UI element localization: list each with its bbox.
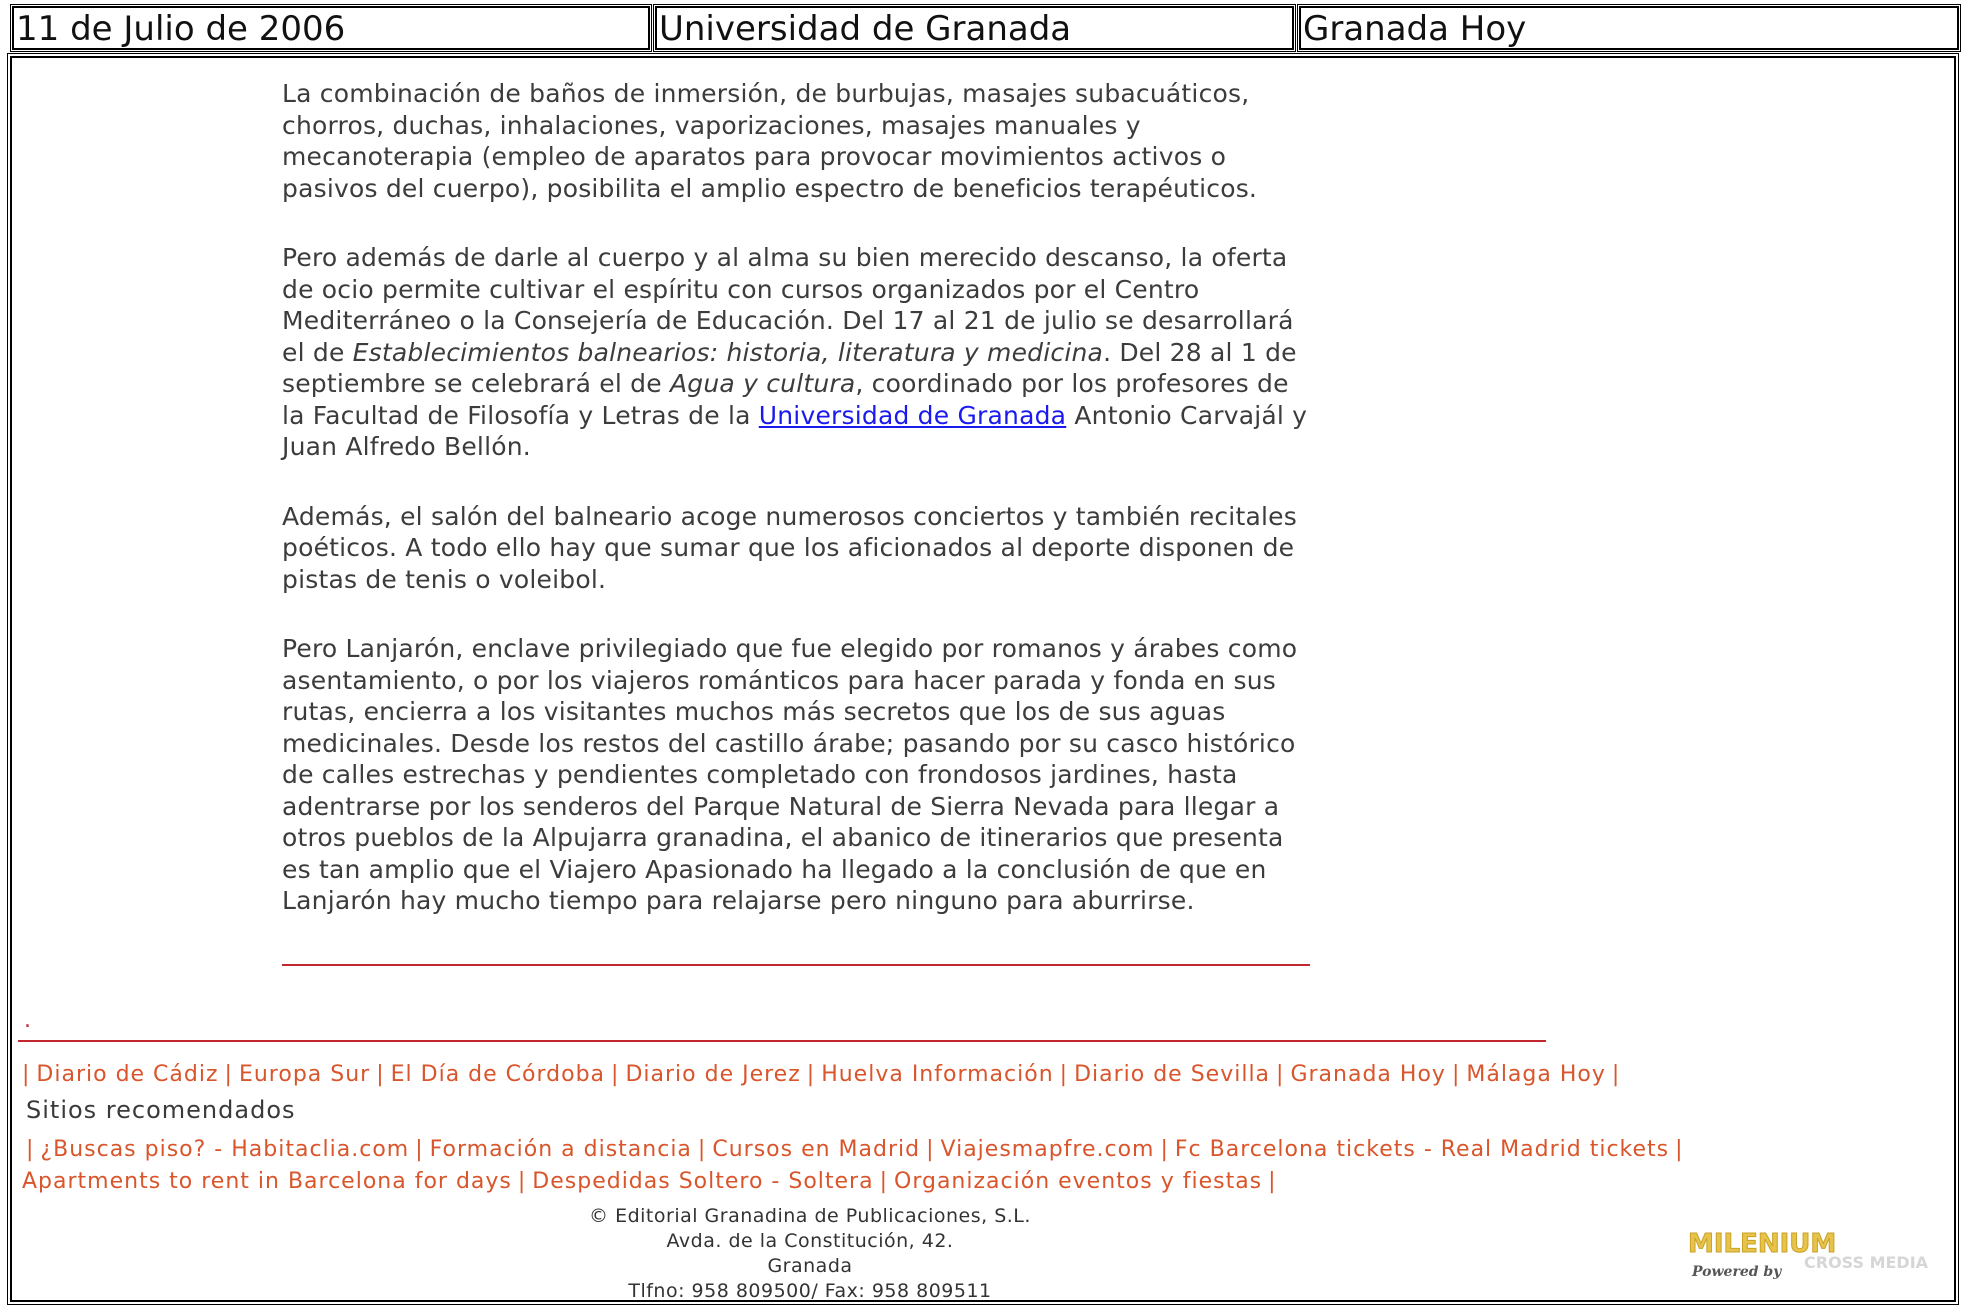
link-huelva-informacion[interactable]: Huelva Información — [821, 1062, 1054, 1087]
separator: | — [1675, 1137, 1684, 1162]
separator: | — [1268, 1169, 1277, 1194]
address-line: Avda. de la Constitución, 42. — [666, 1230, 954, 1252]
article-divider — [282, 964, 1310, 966]
course-title-1: Establecimientos balnearios: historia, literatura y medicina — [352, 337, 1104, 367]
recommended-links-row-2 — [22, 1169, 1283, 1194]
link-apartments-barcelona[interactable]: Apartments to rent in Barcelona for days — [22, 1169, 512, 1194]
header-institution: Universidad de Granada — [655, 6, 1294, 50]
separator: | — [26, 1137, 35, 1162]
link-el-dia-de-cordoba[interactable]: El Día de Córdoba — [390, 1062, 606, 1087]
link-diario-de-sevilla[interactable]: Diario de Sevilla — [1074, 1062, 1271, 1087]
separator: | — [22, 1062, 31, 1087]
header-source: Granada Hoy — [1299, 6, 1959, 50]
article-paragraph-1: La combinación de baños de inmersión, de burbujas, masajes subacuáticos, chorros, duchas, inhalaciones, vaporizaciones, masajes manuales y mecanoterapia (empleo de aparatos para provocar movimientos activos o pasivos del cuerpo), posibilita el amplio espectro de beneficios terapéuticos. — [282, 79, 1258, 203]
separator: | — [1160, 1137, 1169, 1162]
universidad-link[interactable]: Universidad de Granada — [758, 400, 1067, 430]
separator: | — [224, 1062, 233, 1087]
separator: | — [879, 1169, 889, 1194]
link-diario-de-cadiz[interactable]: Diario de Cádiz — [36, 1062, 219, 1087]
link-malaga-hoy[interactable]: Málaga Hoy — [1466, 1062, 1606, 1087]
header-date: 11 de Julio de 2006 — [12, 6, 650, 50]
article-paragraph-3: Además, el salón del balneario acoge numerosos conciertos y también recitales poéticos. A todo ello hay que sumar que los aficionados al deporte disponen de pistas de tenis o voleibol. — [282, 501, 1297, 594]
separator: | — [415, 1137, 424, 1162]
link-fc-barcelona-tickets[interactable]: Fc Barcelona tickets - Real Madrid tickets — [1174, 1137, 1670, 1162]
link-organizacion-eventos[interactable]: Organización eventos y fiestas — [894, 1169, 1263, 1194]
link-europa-sur[interactable]: Europa Sur — [238, 1062, 371, 1087]
separator: | — [806, 1062, 816, 1087]
link-cursos-madrid[interactable]: Cursos en Madrid — [712, 1137, 921, 1162]
recommended-links-row-1 — [22, 1137, 1690, 1162]
phone-line: Tlfno: 958 809500/ Fax: 958 809511 — [628, 1280, 992, 1302]
p2-text-a: Pero además de darle al cuerpo y al alma su bien merecido descanso, la oferta de ocio permite cultivar el espíritu con cursos organizados por el Centro Mediterráneo o la Consejería de Educación. Del 17 al 21 de julio se desarrollará el de — [282, 243, 1294, 367]
copyright-block — [560, 1204, 1060, 1304]
article-paragraph-2 — [282, 242, 1312, 463]
newspapers-links — [22, 1062, 1626, 1087]
separator: | — [1611, 1062, 1621, 1087]
link-formacion-distancia[interactable]: Formación a distancia — [429, 1137, 692, 1162]
link-habitaclia[interactable]: ¿Buscas piso? - Habitaclia.com — [40, 1137, 410, 1162]
p2-text-f: Antonio Carvajál y Juan Alfredo Bellón. — [282, 400, 1308, 461]
separator: | — [1059, 1062, 1069, 1087]
copyright-line: © Editorial Granadina de Publicaciones, S.L. — [589, 1205, 1031, 1227]
p2-text-e: , coordinado por los profesores de la Facultad de Filosofía y Letras de la — [282, 369, 1289, 430]
separator: | — [1451, 1062, 1461, 1087]
separator: | — [611, 1062, 620, 1087]
link-diario-de-jerez[interactable]: Diario de Jerez — [625, 1062, 801, 1087]
separator: | — [1276, 1062, 1285, 1087]
link-viajesmapfre[interactable]: Viajesmapfre.com — [940, 1137, 1155, 1162]
link-despedidas-soltero[interactable]: Despedidas Soltero - Soltera — [532, 1169, 874, 1194]
link-granada-hoy[interactable]: Granada Hoy — [1290, 1062, 1446, 1087]
footer-dot: . — [24, 1008, 31, 1033]
footer-divider — [18, 1040, 1546, 1042]
article-paragraph-4: Pero Lanjarón, enclave privilegiado que fue elegido por romanos y árabes como asentamiento, o por los viajeros románticos para hacer parada y fonda en sus rutas, encierra a los visitantes muchos más secretos que los de sus aguas medicinales. Desde los restos del castillo árabe; pasando por su casco histórico de calles estrechas y pendientes completado con frondosos jardines, hasta adentrarse por los senderos del Parque Natural de Sierra Nevada para llegar a otros pueblos de la Alpujarra granadina, el abanico de itinerarios que presenta es tan amplio que el Viajero Apasionado ha llegado a la conclusión de que en Lanjarón hay mucho tiempo para relajarse pero ninguno para aburrirse. — [282, 634, 1298, 915]
city-line: Granada — [767, 1255, 853, 1277]
logo-main-text: MILENIUM — [1688, 1229, 1837, 1259]
milenium-logo[interactable] — [1680, 1222, 1938, 1284]
logo-powered-text: Powered by — [1692, 1264, 1782, 1280]
separator: | — [697, 1137, 707, 1162]
separator: | — [517, 1169, 527, 1194]
course-title-2: Agua y cultura — [669, 369, 856, 398]
logo-brand-text: CROSS MEDIA — [1804, 1253, 1929, 1272]
recommended-sites-label: Sitios recomendados — [26, 1096, 296, 1124]
separator: | — [926, 1137, 935, 1162]
p2-text-c: . Del 28 al 1 de septiembre se celebrará el de — [282, 337, 1297, 398]
article-body — [282, 78, 1312, 955]
separator: | — [376, 1062, 385, 1087]
